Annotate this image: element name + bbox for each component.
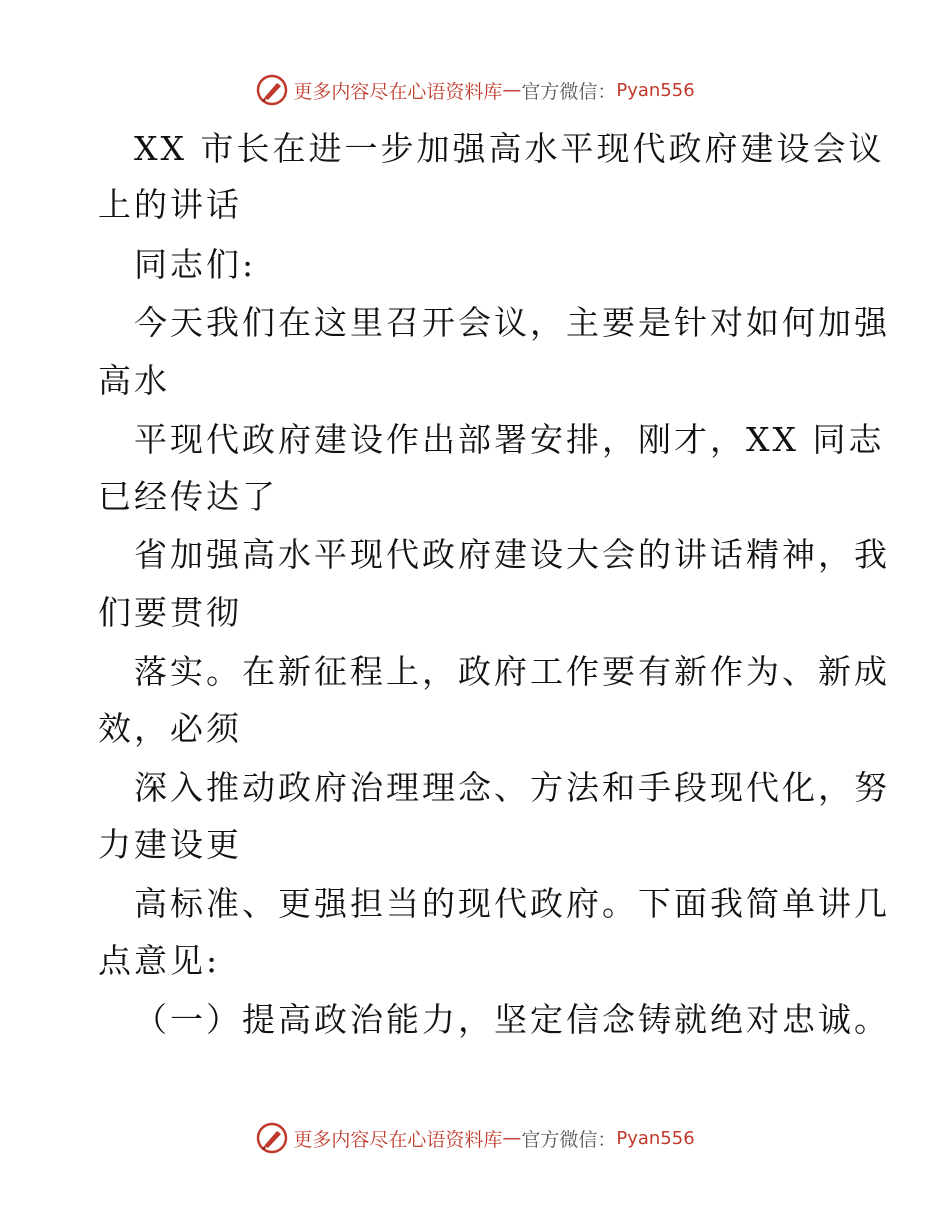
watermark-wechat-id: Pyan556 [616,1127,695,1149]
watermark-main-text: 更多内容尽在心语资料库 [293,80,503,103]
paragraph-line: 点意见: [98,941,221,980]
watermark-label: 官方微信： [521,1128,617,1151]
section-heading: （一）提高政治能力，坚定信念铸就绝对忠诚。 [134,1000,890,1039]
salutation: 同志们: [134,245,257,284]
paragraph-line: 今天我们在这里召开会议，主要是针对如何加强 [134,303,890,342]
paragraph-line: 们要贯彻 [98,593,242,632]
watermark-separator: — [502,79,522,101]
paragraph-line: 平现代政府建设作出部署安排，刚才，XX 同志 [134,420,885,459]
paragraph-line: 效，必须 [98,709,242,748]
pen-logo-icon [255,1121,289,1155]
watermark-main-text: 更多内容尽在心语资料库 [293,1128,503,1151]
paragraph-line: 深入推动政府治理理念、方法和手段现代化，努 [134,768,890,807]
watermark-wechat-id: Pyan556 [616,79,695,101]
paragraph-line: 落实。在新征程上，政府工作要有新作为、新成 [134,652,890,691]
paragraph-line: 高标准、更强担当的现代政府。下面我简单讲几 [134,884,890,923]
title-line-2: 上的讲话 [98,185,242,224]
watermark-separator: — [502,1127,522,1149]
paragraph-line: 高水 [98,361,170,400]
footer-watermark [0,1118,950,1158]
paragraph-line: 力建设更 [98,825,242,864]
title-line-1: XX 市长在进一步加强高水平现代政府建设会议 [134,129,885,168]
watermark-label: 官方微信： [521,80,617,103]
paragraph-line: 已经传达了 [98,477,278,516]
paragraph-line: 省加强高水平现代政府建设大会的讲话精神，我 [134,535,890,574]
